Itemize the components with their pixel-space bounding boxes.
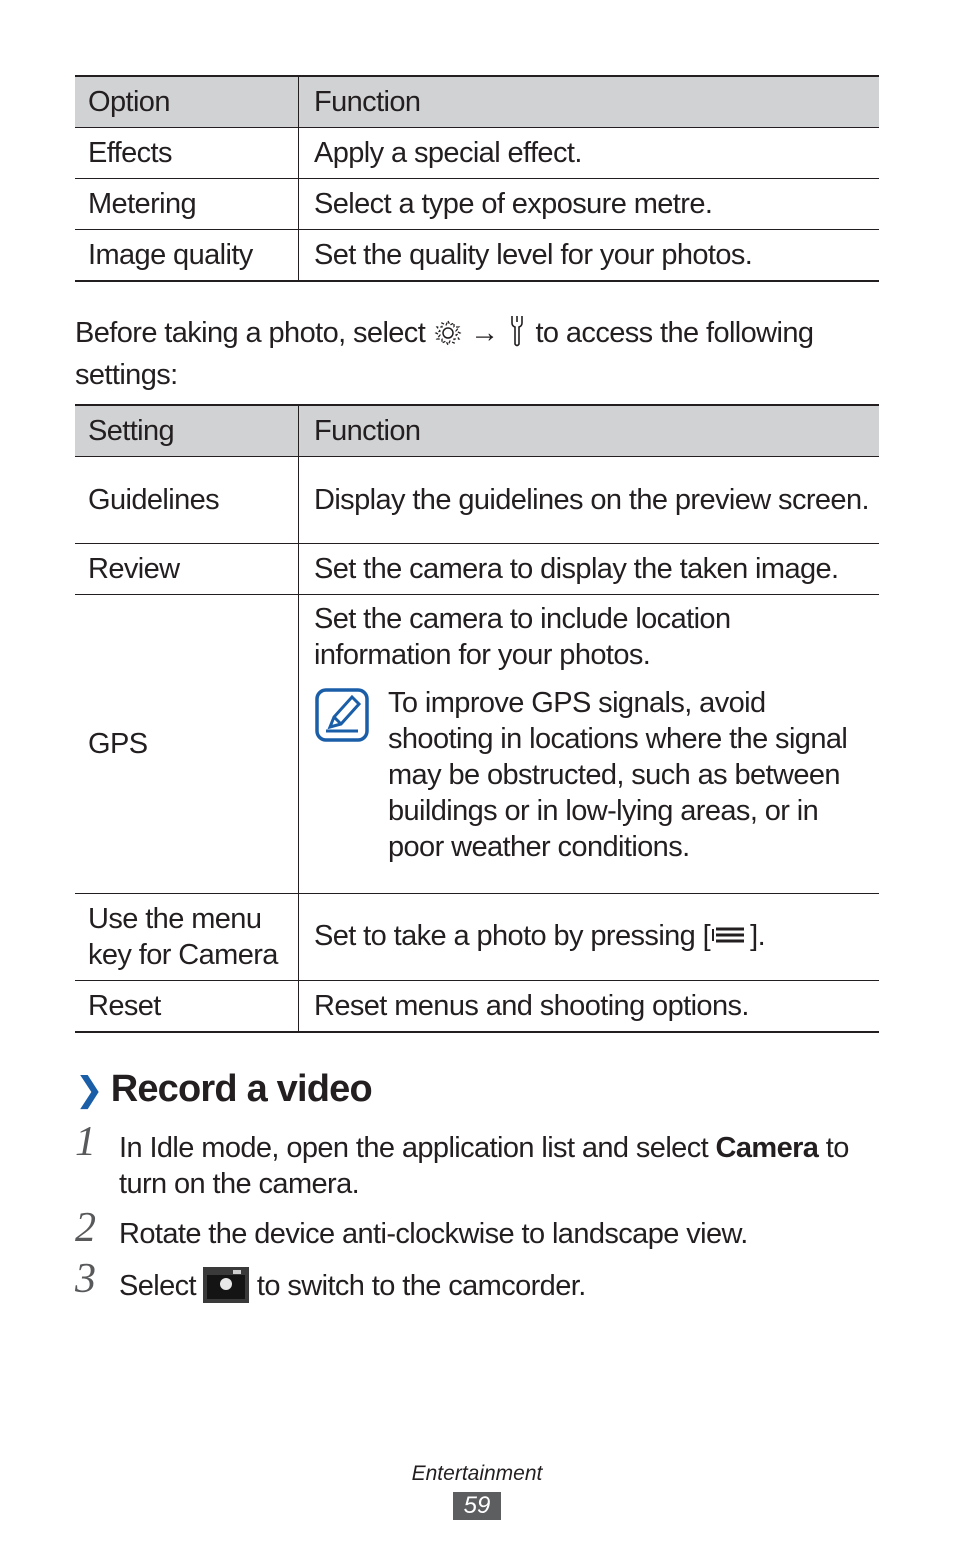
menu-key-icon [710, 921, 750, 957]
gps-note [314, 685, 871, 865]
header-function: Function [299, 405, 880, 457]
table-header-row [75, 76, 879, 128]
gps-note-text: To improve GPS signals, avoid shooting in locations where the signal may be obstructed, such as between buildings or in low-lying areas, or in poor weather conditions. [388, 687, 848, 863]
option-cell: Image quality [75, 230, 299, 282]
table-row [75, 544, 879, 595]
header-setting: Setting [75, 405, 299, 457]
step-text-after: to turn on the camera. [119, 1132, 849, 1200]
chevron-right-icon: ❯ [75, 1071, 103, 1109]
step-2 [75, 1205, 875, 1252]
option-cell: Effects [75, 128, 299, 179]
table-row [75, 595, 879, 894]
wrench-icon [506, 314, 528, 357]
function-cell [299, 595, 880, 894]
table-row [75, 457, 879, 544]
step-text-before: Select [119, 1270, 204, 1302]
function-cell: Set the quality level for your photos. [299, 230, 880, 282]
settings-table [75, 404, 879, 1033]
step-1 [75, 1119, 875, 1202]
header-option: Option [75, 76, 299, 128]
arrow-glyph: → [470, 317, 499, 349]
table-row [75, 128, 879, 179]
intro-after-text: to access the following settings: [75, 317, 814, 391]
table-row [75, 230, 879, 282]
menu-key-text-after: ]. [750, 919, 766, 952]
step-text-before: In Idle mode, open the application list and select [119, 1132, 716, 1164]
table-row [75, 981, 879, 1033]
page-number: 59 [453, 1492, 501, 1520]
note-pencil-icon [314, 687, 370, 743]
function-cell [299, 894, 880, 981]
settings-intro [75, 314, 875, 393]
footer-section-label: Entertainment [411, 1462, 543, 1485]
gps-function-text: Set the camera to include location information for your photos. [314, 603, 731, 671]
step-text: Rotate the device anti-clockwise to landscape view. [119, 1218, 748, 1250]
camcorder-switch-icon [203, 1267, 249, 1312]
function-cell: Reset menus and shooting options. [299, 981, 880, 1033]
setting-cell: Guidelines [75, 457, 299, 544]
step-3 [75, 1256, 875, 1312]
option-cell: Metering [75, 179, 299, 230]
function-cell: Display the guidelines on the preview screen. [299, 457, 880, 544]
section-heading [75, 1068, 372, 1111]
step-number: 1 [75, 1119, 96, 1165]
step-bold-camera: Camera [715, 1132, 819, 1164]
section-title: Record a video [110, 1068, 372, 1110]
step-text-after: to switch to the camcorder. [249, 1270, 586, 1302]
function-cell: Select a type of exposure metre. [299, 179, 880, 230]
step-number: 3 [75, 1256, 96, 1302]
menu-key-text-before: Set to take a photo by pressing [ [314, 919, 711, 952]
table-row [75, 894, 879, 981]
options-table [75, 75, 879, 282]
table-header-row [75, 405, 879, 457]
function-cell: Apply a special effect. [299, 128, 880, 179]
intro-before-text: Before taking a photo, select [75, 317, 426, 349]
settings-gear-icon [433, 318, 463, 357]
step-number: 2 [75, 1205, 96, 1251]
header-function: Function [299, 76, 880, 128]
step-text [119, 1267, 875, 1312]
setting-cell: GPS [75, 595, 299, 894]
table-row [75, 179, 879, 230]
setting-cell: Reset [75, 981, 299, 1033]
setting-cell: Use the menu key for Camera [75, 894, 299, 981]
step-text [119, 1130, 875, 1202]
setting-cell: Review [75, 544, 299, 595]
function-cell: Set the camera to display the taken image. [299, 544, 880, 595]
